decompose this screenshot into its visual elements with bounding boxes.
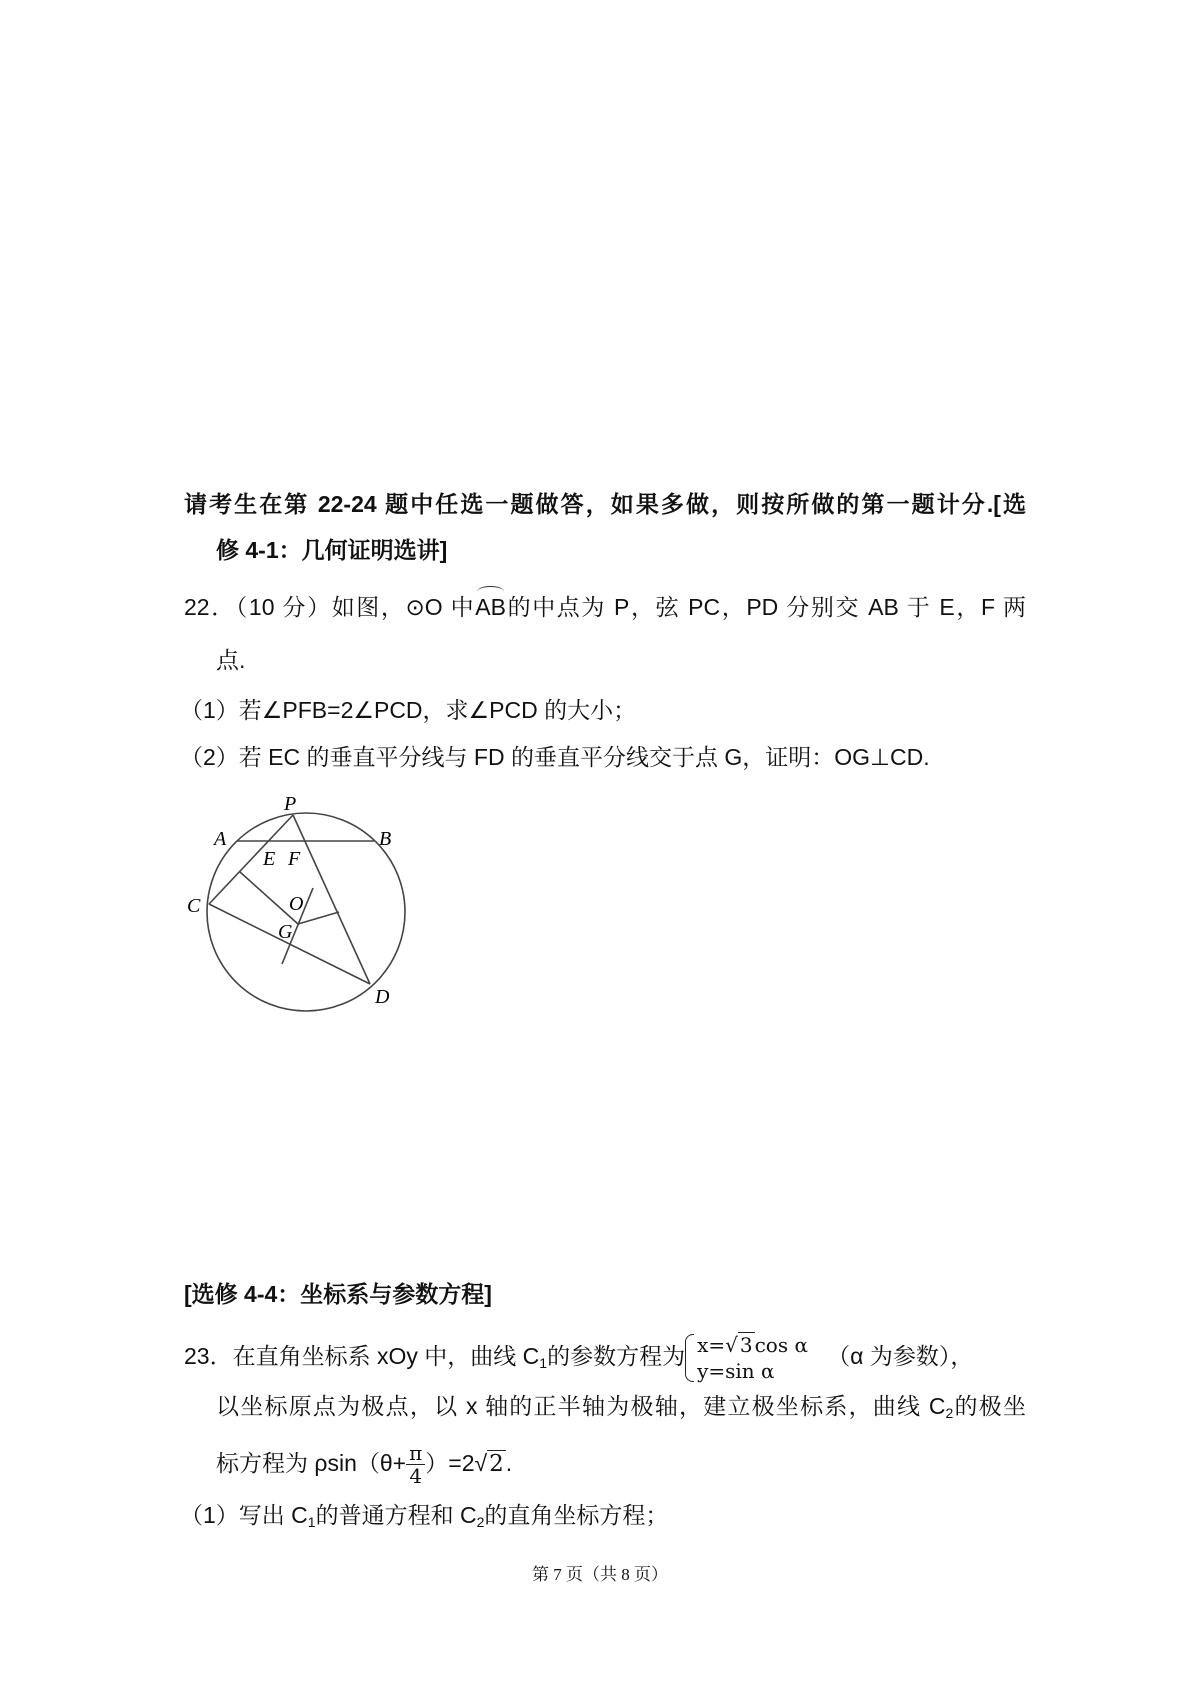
frac-num: π [406,1442,425,1465]
q23-line3-b: ）=2 [425,1450,475,1476]
section-heading-4-4: [选修 4-4：坐标系与参数方程] [184,1281,492,1307]
eq-y: y=sin α [697,1358,775,1383]
q22-prefix: 22．（10 分）如图，⊙O 中 [184,594,476,620]
q23-line2-a: 以坐标原点为极点，以 x 轴的正半轴为极轴，建立极坐标系，曲线 C [216,1393,946,1419]
q23-line3: 标方程为 ρsin（θ+ $\frac{\pi}{4}$ ）=2√2. [216,1441,513,1489]
q23-line2 [216,1391,1026,1428]
subscript: 1 [307,1514,316,1530]
eq-x-cos: cos α [754,1332,808,1357]
eq-x: x= [697,1332,726,1357]
sqrt-2: 2 [489,1451,504,1477]
q22-part2: （2）若 EC 的垂直平分线与 FD 的垂直平分线交于点 G，证明：OG⊥CD. [180,744,930,770]
label-d: D [375,986,390,1008]
subscript: 2 [945,1405,954,1421]
subscript: 1 [539,1355,548,1371]
label-g: G [278,921,293,943]
period: . [505,1450,513,1476]
instruction-line-1: 请考生在第 22-24 题中任选一题做答，如果多做，则按所做的第一题计分.[选 [184,491,1026,517]
label-c: C [187,895,201,917]
label-o: O [289,893,304,915]
q23-part1 [180,1500,668,1537]
parametric-system: x=√ 3 cos α y=sin α [685,1332,808,1384]
q23-part1-c: 的直角坐标方程； [484,1502,669,1528]
q23-param: （α 为参数）， [827,1343,974,1369]
bisector-fd [298,912,339,924]
label-f: F [288,848,301,870]
fraction-pi-4 [406,1442,425,1487]
q23-mid: 的参数方程为 [547,1343,686,1369]
label-b: B [379,828,392,850]
label-a: A [214,828,227,850]
label-p: P [284,793,297,815]
sqrt-3: 3 [739,1332,753,1357]
q22-stem-cont: 点. [216,647,246,673]
q22-rest: 的中点为 P，弦 PC，PD 分别交 AB 于 E，F 两 [505,594,1027,620]
q23-prefix: 23．在直角坐标系 xOy 中，曲线 C [184,1343,540,1369]
instruction-line-2: 修 4-1：几何证明选讲] [216,537,448,563]
page-footer: 第 7 页（共 8 页） [532,1565,668,1584]
q23-stem [184,1328,973,1391]
q22-part1: （1）若∠PFB=2∠PCD，求∠PCD 的大小； [180,697,637,723]
arc-ab: AB [475,594,506,620]
label-e: E [263,848,276,870]
q23-part1-a: （1）写出 C [180,1502,308,1528]
subscript: 2 [476,1514,485,1530]
q23-line3-a: 标方程为 ρsin（θ+ [216,1450,407,1476]
frac-den: 4 [409,1464,423,1489]
q23-line2-b: 的极坐 [953,1393,1027,1419]
q23-part1-b: 的普通方程和 C [315,1502,477,1528]
